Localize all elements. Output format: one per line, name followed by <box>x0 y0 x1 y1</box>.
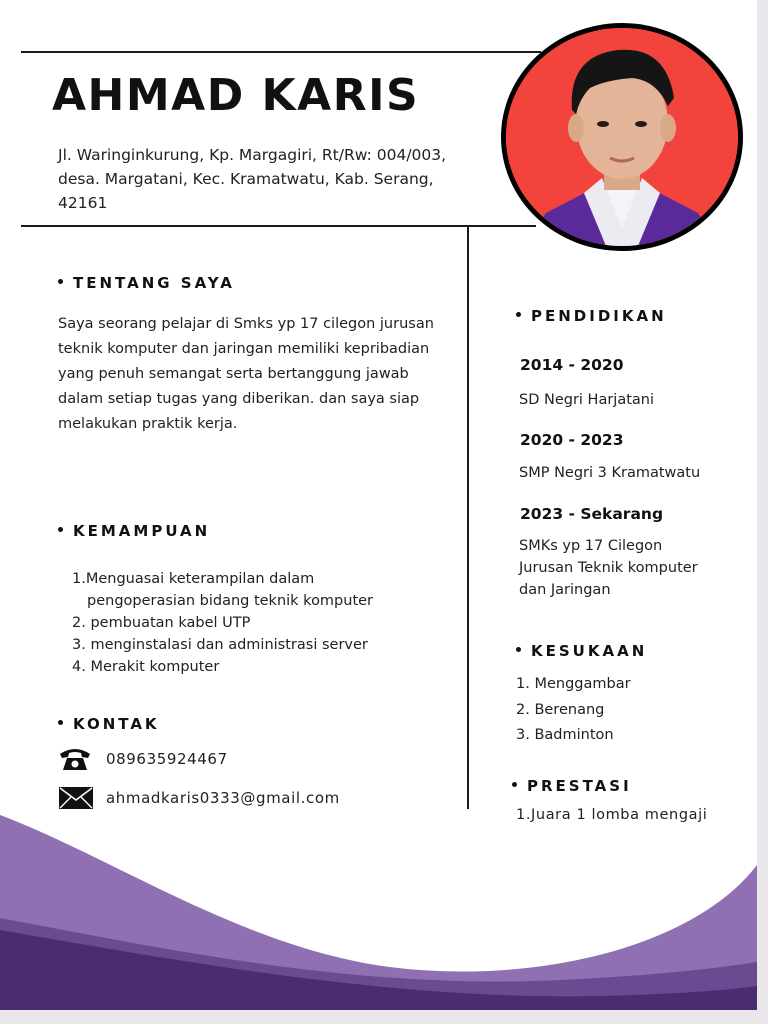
contact-title-text: KONTAK <box>73 715 160 733</box>
column-divider <box>467 226 469 809</box>
bullet-dot <box>58 279 63 284</box>
skills-section-title <box>58 522 210 540</box>
education-school: SMKs yp 17 Cilegon Jurusan Teknik komputer dan Jaringan <box>519 538 698 598</box>
list-item: 1. Menggambar <box>516 676 631 692</box>
education-years: 2014 - 2020 <box>520 356 624 374</box>
portrait-illustration <box>506 28 738 246</box>
bullet-dot <box>516 647 521 652</box>
bullet-dot <box>512 782 517 787</box>
education-school: SD Negri Harjatani <box>519 392 655 408</box>
bullet-dot <box>58 720 63 725</box>
contact-phone-row <box>58 746 228 772</box>
list-item: 4. Merakit komputer <box>72 659 220 675</box>
about-text: Saya seorang pelajar di Smks yp 17 cilegon jurusan teknik komputer dan jaringan memiliki kepribadian yang penuh semangat serta bertanggung jawab dalam setiap tugas yang diberikan. dan saya siap melakukan praktik kerja. <box>58 316 434 432</box>
education-title-text: PENDIDIKAN <box>531 307 667 325</box>
list-item: 2. pembuatan kabel UTP <box>72 615 251 631</box>
contact-section-title <box>58 715 160 733</box>
bullet-dot <box>58 527 63 532</box>
telephone-icon <box>58 746 92 772</box>
list-item: pengoperasian bidang teknik komputer <box>87 593 374 609</box>
list-item: 2. Berenang <box>516 701 605 718</box>
education-section-title <box>516 307 667 325</box>
hobbies-title-text: KESUKAAN <box>531 642 648 660</box>
header-top-rule <box>21 51 541 53</box>
achievements-section-title <box>512 777 632 795</box>
list-item: 1.Juara 1 lomba mengaji <box>516 807 708 823</box>
education-years: 2023 - Sekarang <box>520 505 664 523</box>
achievements-title-text: PRESTASI <box>527 777 632 795</box>
list-item: 3. Badminton <box>516 727 614 743</box>
hobbies-section-title <box>516 642 647 660</box>
about-title-text: TENTANG SAYA <box>73 274 235 292</box>
decorative-waves <box>0 800 757 1010</box>
bullet-dot <box>516 312 521 317</box>
skills-title-text: KEMAMPUAN <box>73 522 211 540</box>
education-school: SMP Negri 3 Kramatwatu <box>519 465 701 481</box>
about-section-title <box>58 274 235 292</box>
address: Jl. Waringinkurung, Kp. Margagiri, Rt/Rw: 004/003, desa. Margatani, Kec. Kramatwatu, Kab. Serang, 42161 <box>58 146 447 212</box>
phone-number: 089635924467 <box>106 750 228 768</box>
email-address: ahmadkaris0333@gmail.com <box>106 789 340 807</box>
hobbies-list <box>516 672 631 749</box>
profile-photo <box>506 28 738 246</box>
skills-list <box>72 568 373 678</box>
header-bottom-rule <box>21 225 536 227</box>
person-name: AHMAD KARIS <box>52 70 420 121</box>
list-item: 3. menginstalasi dan administrasi server <box>72 637 368 653</box>
education-years: 2020 - 2023 <box>520 431 624 449</box>
list-item: 1.Menguasai keterampilan dalam <box>72 571 315 587</box>
